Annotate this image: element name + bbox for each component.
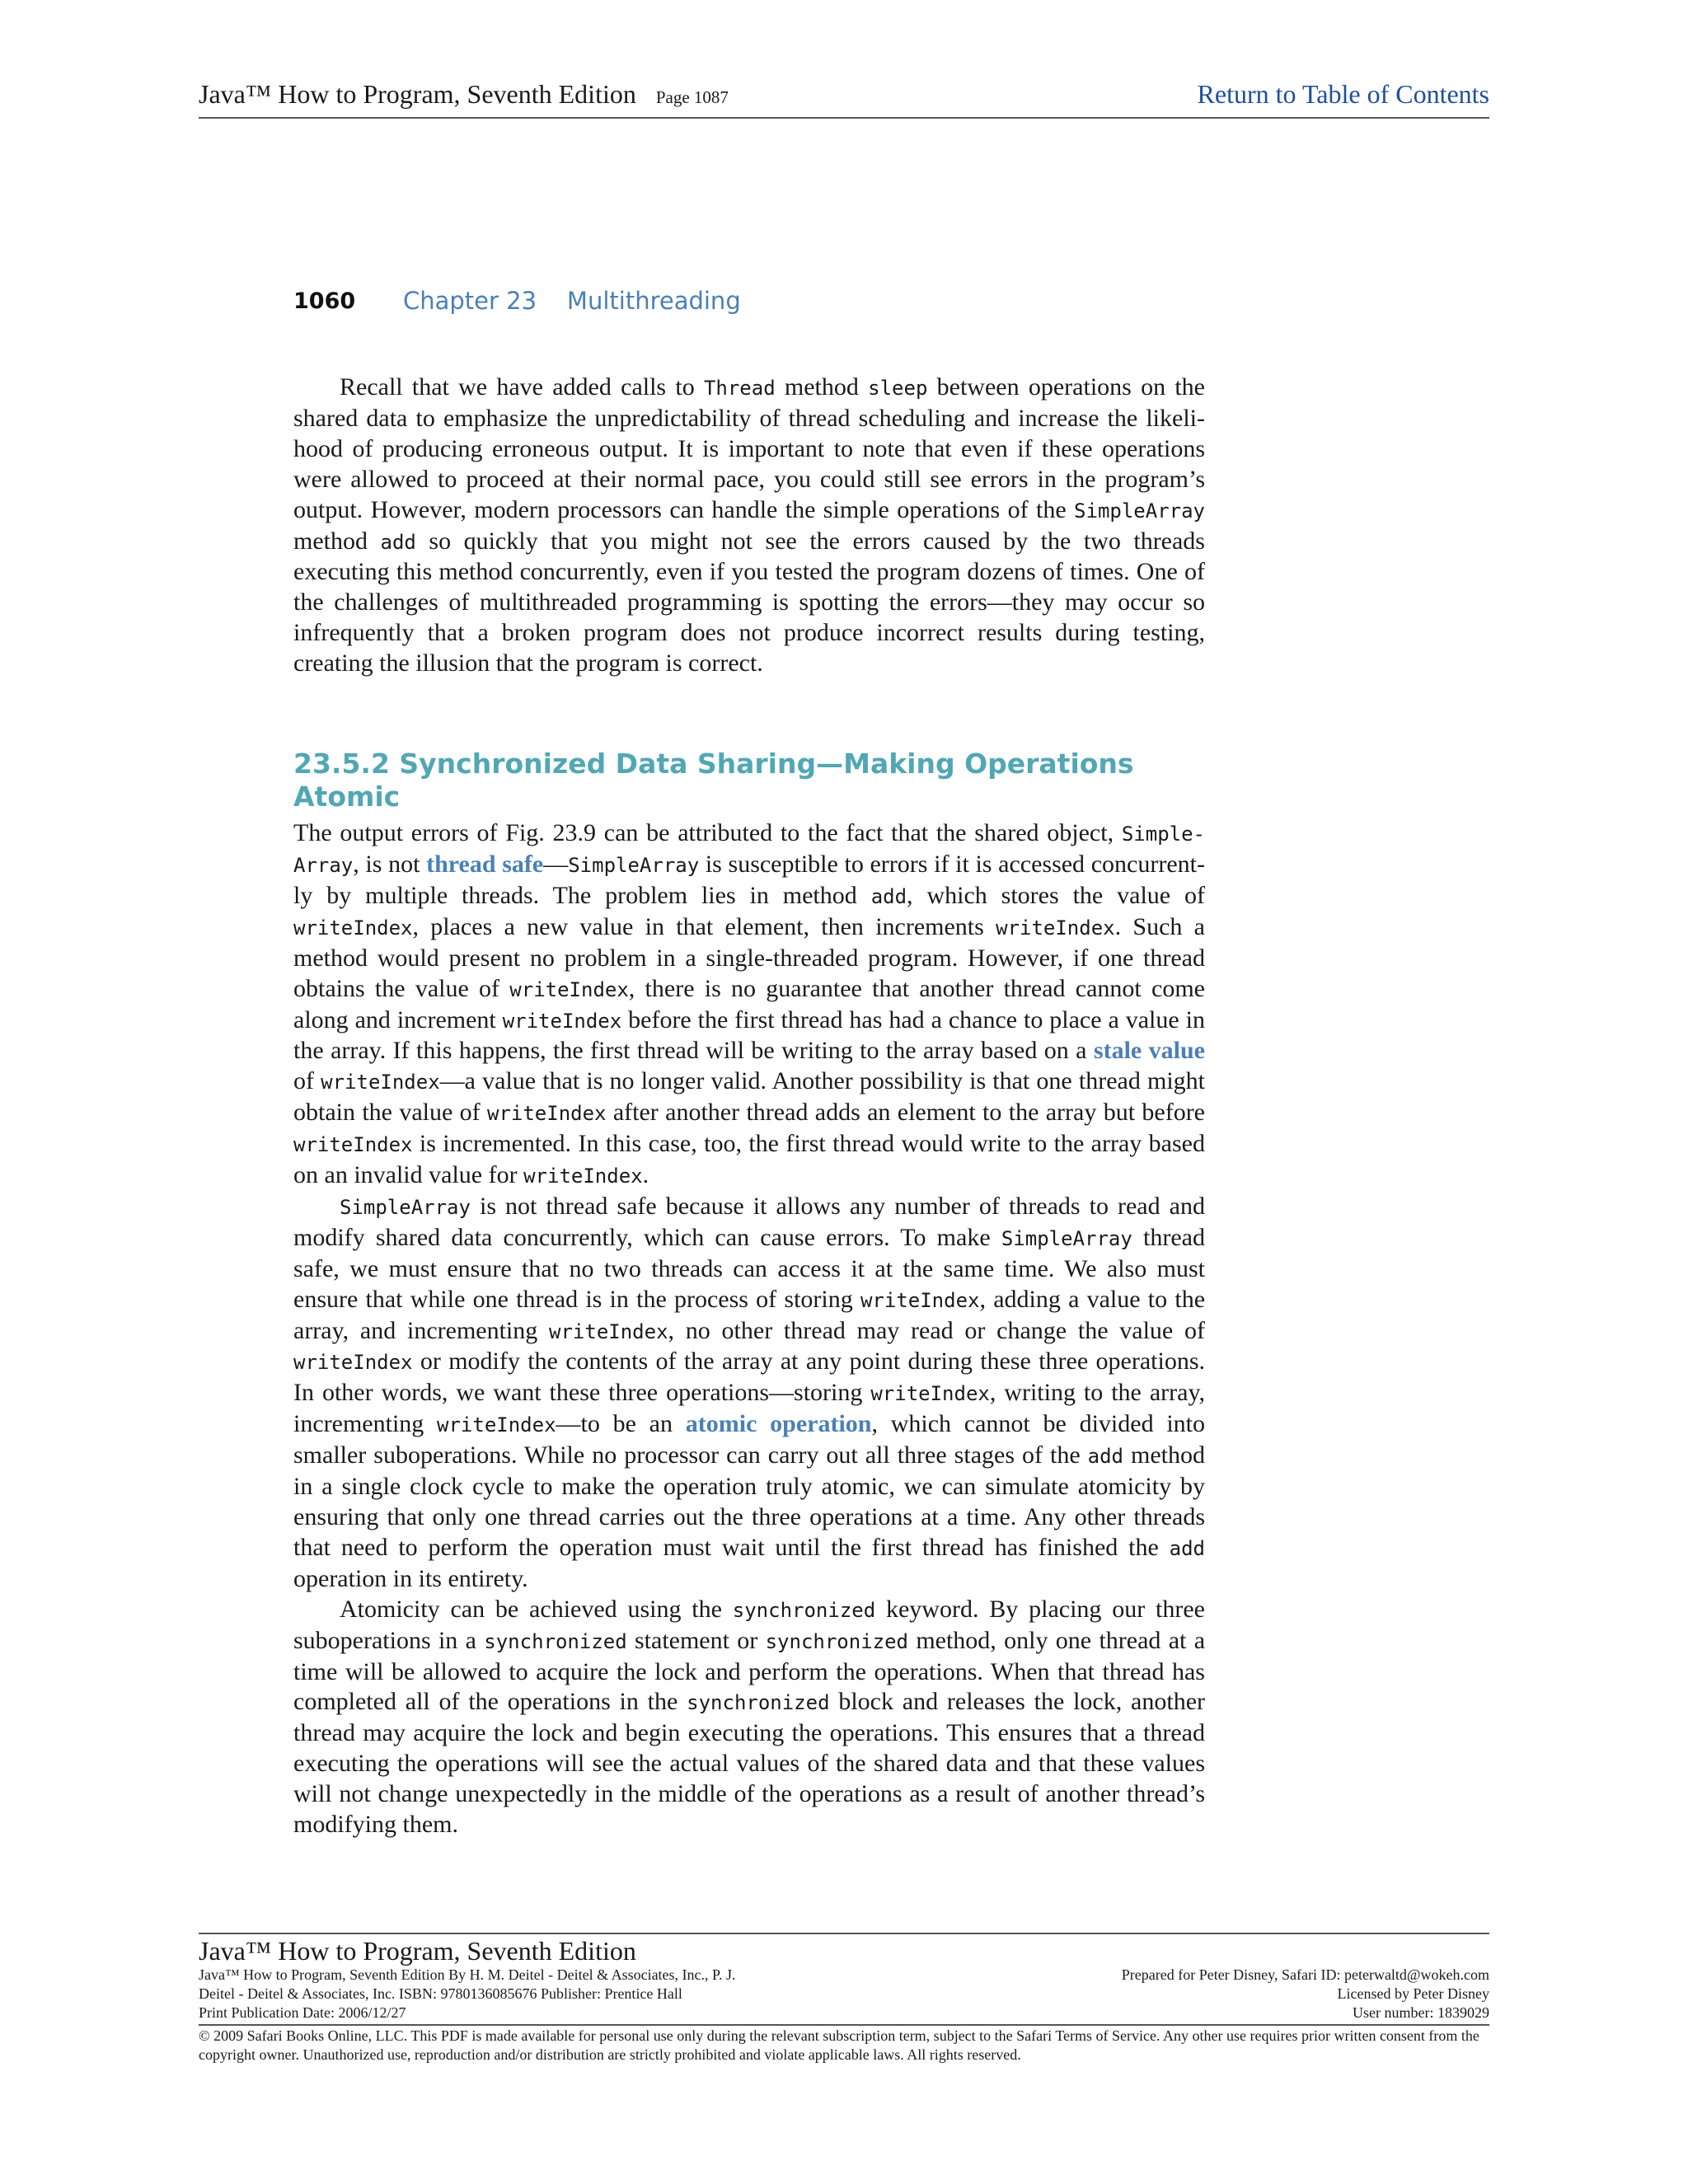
p4-text: block and releases the lock, another thread may acquire the lock and begin executing the operations. This ensures that a thread executing the operations will see the actual values of the shared data and that these values will not change unexpectedly in the middle of the operations as a result of another thread’s modifying them.: [293, 1688, 1205, 1839]
p2-code: writeIndex: [502, 1009, 622, 1033]
footer-copyright: © 2009 Safari Books Online, LLC. This PDF is made available for personal use only during the relevant subscription term, subject to the Safari Terms of Service. Any other use requires prior written consent from the copyright owner. Unauthorized use, reproduction and/or distribution are strictly prohibited and violate applicable laws. All rights reserved.: [199, 2024, 1489, 2064]
paragraph-4: [293, 1595, 1205, 1840]
p4-code: synchronized: [732, 1598, 876, 1622]
footer-row: [199, 1985, 1489, 2004]
p1-text: method: [775, 373, 869, 401]
p1-code: sleep: [868, 377, 928, 400]
p3-code: SimpleArray: [340, 1195, 471, 1219]
p3-text: is not thread safe because it allows any number of threads to read and modify shared data concurrently, which can cause errors. To make: [293, 1192, 1205, 1251]
p3-text: , writing to the array, incrementing: [293, 1379, 1205, 1438]
p2-code: writeIndex: [293, 916, 413, 940]
p2-code: writeIndex: [293, 1133, 413, 1157]
p4-code: synchronized: [484, 1629, 627, 1653]
p4-code: synchronized: [765, 1629, 908, 1653]
book-title-text: Java™ How to Program, Seventh Edition: [199, 79, 636, 109]
p2-text: —: [543, 850, 569, 878]
p2-text: . Such a method would present no problem in a single-threaded program. However, if one thread obtains the value of: [293, 912, 1205, 1002]
header-book-title: [199, 79, 729, 110]
page-label: Page 1087: [655, 87, 729, 107]
p2-text: , there is no guarantee that another thread cannot come along and increment: [293, 974, 1205, 1033]
p3-code: writeIndex: [437, 1413, 556, 1437]
footer-isbn: Deitel - Deitel & Associates, Inc. ISBN: 9780136085676 Publisher: Prentice Hall: [199, 1985, 682, 2002]
p2-text: before the first thread has had a chance to place a value in the array. If this happens, the first thread will be writing to the array based on a: [293, 1005, 1205, 1065]
page-number: 1060: [293, 288, 356, 314]
paragraph-3: [293, 1192, 1205, 1595]
p2-code: SimpleArray: [568, 853, 700, 877]
p4-text: method, only one thread at a time will be allowed to acquire the lock and perform the operations. When that thread has completed all of the operations in the: [293, 1626, 1206, 1716]
paragraph-2: [293, 818, 1205, 1192]
footer-pub-date: Print Publication Date: 2006/12/27: [199, 2004, 406, 2021]
p2-code: SimpleArray: [293, 823, 1205, 877]
page-footer: [199, 1933, 1489, 2064]
p3-text: , no other thread may read or change the value of: [668, 1316, 1205, 1344]
p2-text: —a value that is no longer valid. Another possibility is that one thread might obtain the value of: [293, 1067, 1205, 1127]
footer-prepared-for: Prepared for Peter Disney, Safari ID: peterwaltd@wokeh.com: [1121, 1966, 1489, 1983]
footer-title: Java™ How to Program, Seventh Edition: [199, 1933, 1489, 1966]
footer-licensed-by: Licensed by Peter Disney: [1337, 1985, 1489, 2002]
paragraph-1: [293, 373, 1205, 679]
p2-text: is susceptible to errors if it is accessed concurrently by multiple threads. The problem lies in method: [293, 850, 1205, 909]
section-heading: 23.5.2 Synchronized Data Sharing—Making Operations Atomic: [293, 748, 1134, 813]
p2-code: writeIndex: [509, 977, 629, 1001]
chapter-title: Chapter 23 Multithreading: [403, 287, 741, 315]
p1-text: so quickly that you might not see the errors caused by the two threads executing this method concurrently, even if you tested the program dozens of times. One of the challenges of multithreaded programming is spotting the errors—they may occur so infrequently that a broken program does not produce incorrect results during testing, creating the illusion that the program is correct.: [293, 527, 1205, 677]
p2-text: of: [293, 1067, 321, 1095]
p3-code: writeIndex: [549, 1319, 668, 1343]
p2-code: writeIndex: [487, 1102, 607, 1126]
p2-text: .: [642, 1161, 649, 1189]
p4-text: statement or: [626, 1626, 766, 1654]
p3-text: or modify the contents of the array at any point during these three operations. In other words, we want these three operations—storing: [293, 1347, 1205, 1407]
p3-code: writeIndex: [870, 1382, 990, 1406]
p2-code: writeIndex: [523, 1165, 643, 1188]
return-to-toc-link[interactable]: Return to Table of Contents: [1197, 79, 1489, 109]
p2-code: add: [870, 884, 907, 908]
p2-text: is incremented. In this case, too, the first thread would write to the array based on an invalid value for: [293, 1130, 1205, 1189]
p3-code: add: [1087, 1445, 1123, 1469]
key-term-atomic-operation: atomic operation: [685, 1410, 872, 1438]
key-term-stale-value: stale value: [1093, 1037, 1205, 1065]
p3-text: thread safe, we must ensure that no two threads can access it at the same time. We also must ensure that while one thread is in the process of storing: [293, 1223, 1205, 1313]
page-header: [199, 76, 1489, 119]
p2-code: writeIndex: [996, 916, 1115, 940]
page-content: [293, 373, 1205, 1840]
p3-code: SimpleArray: [1001, 1226, 1132, 1250]
p3-text: —to be an: [556, 1410, 686, 1438]
p4-text: Atomicity can be achieved using the: [340, 1595, 733, 1623]
p3-code: writeIndex: [860, 1288, 980, 1312]
p2-text: , which stores the value of: [907, 881, 1205, 909]
p2-text: , places a new value in that element, then increments: [412, 912, 996, 940]
p1-text: between operations on the shared data to emphasize the unpredictability of thread scheduling and increase the likelihood of producing erroneous output. It is important to note that even if these operations were allowed to proceed at their normal pace, you could still see errors in the program’s output. However, modern processors can handle the simple operations of the: [293, 373, 1205, 523]
p4-text: keyword. By placing our three suboperations in a: [293, 1595, 1205, 1654]
p1-text: method: [293, 527, 381, 555]
p3-text: , which cannot be divided into smaller suboperations. While no processor can carry out all three stages of the: [293, 1410, 1205, 1469]
p3-text: method in a single clock cycle to make the operation truly atomic, we can simulate atomicity by ensuring that only one thread carries out the three operations at a time. Any other threads that need to perform the operation must wait until the first thread has finished the: [293, 1441, 1205, 1561]
p3-code: writeIndex: [293, 1351, 413, 1375]
p4-code: synchronized: [687, 1691, 830, 1715]
footer-authors: Java™ How to Program, Seventh Edition By H. M. Deitel - Deitel & Associates, Inc., P. J.: [199, 1966, 736, 1983]
footer-row: [199, 1966, 1489, 1985]
p1-code: SimpleArray: [1074, 499, 1205, 523]
p2-code: writeIndex: [321, 1071, 440, 1094]
p2-text: The output errors of Fig. 23.9 can be attributed to the fact that the shared object,: [293, 819, 1122, 847]
footer-row: [199, 2004, 1489, 2022]
footer-user-number: User number: 1839029: [1353, 2004, 1489, 2021]
p2-text: after another thread adds an element to the array but before: [606, 1099, 1205, 1127]
p1-text: Recall that we have added calls to: [340, 373, 704, 401]
p1-code: add: [380, 530, 416, 554]
key-term-thread-safe: thread safe: [426, 850, 544, 878]
p1-code: Thread: [703, 377, 776, 400]
p3-text: , adding a value to the array, and incrementing: [293, 1285, 1206, 1344]
p3-code: add: [1169, 1536, 1205, 1560]
running-head: [293, 288, 1282, 321]
p2-text: , is not: [353, 850, 427, 878]
p3-text: operation in its entirety.: [293, 1564, 528, 1592]
